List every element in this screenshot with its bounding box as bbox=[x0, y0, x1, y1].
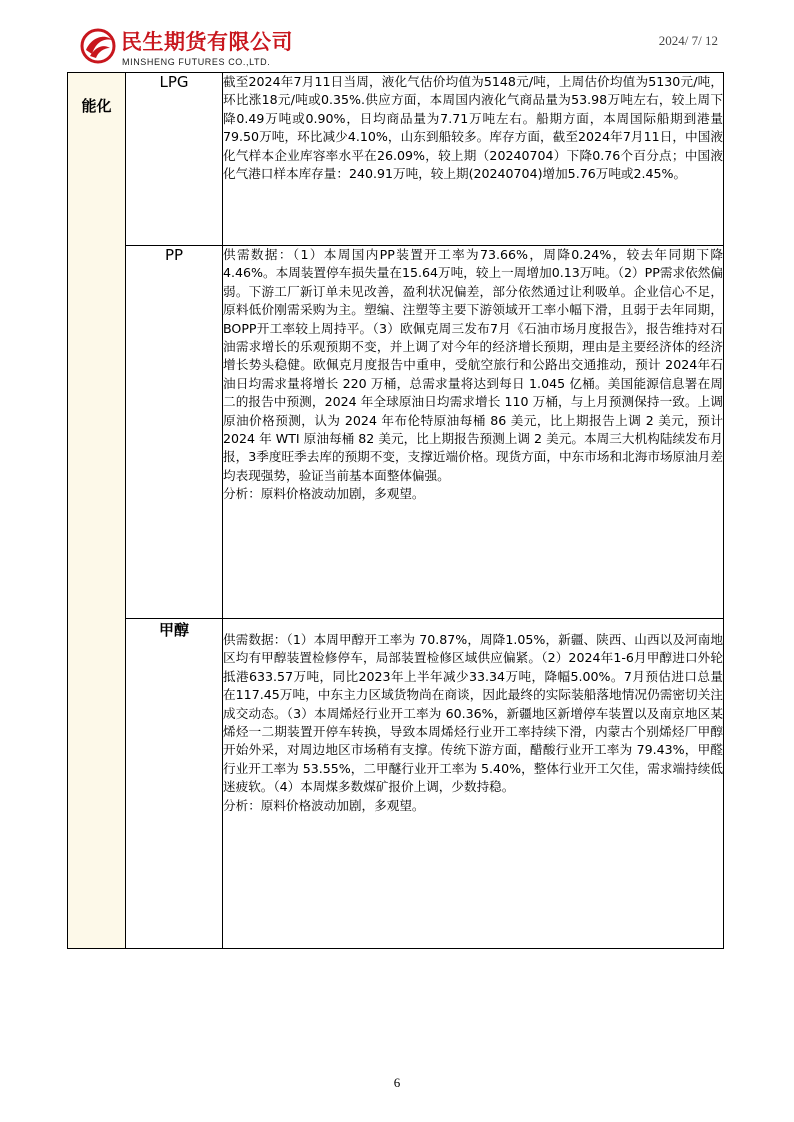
analysis-text: 分析：原料价格波动加剧，多观望。 bbox=[223, 797, 425, 813]
analysis-text: 分析：原料价格波动加剧，多观望。 bbox=[223, 486, 425, 502]
product-name-methanol: 甲醇 bbox=[126, 619, 223, 949]
minsheng-logo-icon bbox=[80, 28, 116, 64]
company-name-en: MINSHENG FUTURES CO.,LTD. bbox=[122, 57, 271, 67]
table-row-pp bbox=[68, 246, 724, 619]
commentary-text: 供需数据：（1）本周国内PP装置开工率为73.66%，周降0.24%，较去年同期下降4.46%。本周装置停车损失量在15.64万吨，较上一周增加0.13万吨。（2）PP需求依然偏弱。下游工厂新订单未见改善，盈利状况偏差，部分依然通过让利吸单。企业信心不足，原料低价刚需采购为主。塑编、注塑等主要下游领域开工率小幅下滑，且弱于去年同期，BOPP开工率较上周持平。（3）欧佩克周三发布7月《石油市场月度报告》，报告维持对石油需求增长的乐观预期不变，并上调了对今年的经济增长预期，理由是主要经济体的经济增长势头稳健。欧佩克月度报告中重申，受航空旅行和公路出交通推动，预计 2024年石油日均需求量将增长 220 万桶，总需求量将达到每日 1.045 亿桶。美国能源信息署在周二的报告中预测，2024 年全球原油日均需求增长 110 万桶，与上月预测保持一致。上调原油价格预测，认为 2024 年布伦特原油每桶 86 美元，比上期报告上调 2 美元，预计 2024 年 WTI 原油每桶 82 美元，比上期报告预测上调 2 美元。本周三大机构陆续发布月报，3季度旺季去库的预期不变，支撑近端价格。现货方面，中东市场和北海市场原油月差均表现强势，验证当前基本面整体偏强。 bbox=[223, 247, 723, 483]
category-label: 能化 bbox=[81, 97, 112, 115]
commentary-text: 供需数据：（1）本周甲醇开工率为 70.87%，周降1.05%，新疆、陕西、山西以及河南地区均有甲醇装置检修停车，局部装置检修区域供应偏紧。（2）2024年1-6月甲醇进口外轮抵港633.57万吨，同比2023年上半年减少33.34万吨，降幅5.00%。7月预估进口总量在117.45万吨，中东主力区域货物尚在商谈，因此最终的实际装船落地情况仍需密切关注成交动态。（3）本周烯烃行业开工率为 60.36%，新疆地区新增停车装置以及南京地区某烯烃一二期装置开停车转换，导致本周烯烃行业开工率持续下滑，内蒙古个别烯烃厂甲醇开始外采，对周边地区市场稍有支撑。传统下游方面，醋酸行业开工率为 79.43%，甲醛行业开工率为 53.55%，二甲醚行业开工率为 5.40%，整体行业开工欠佳，需求端持续低迷疲软。（4）本周煤多数煤矿报价上调，少数持稳。 bbox=[223, 632, 723, 795]
product-name-lpg: LPG bbox=[126, 73, 223, 246]
table-row-methanol bbox=[68, 619, 724, 949]
table-row-lpg bbox=[68, 73, 724, 246]
company-name-cn: 民生期货有限公司 bbox=[121, 30, 293, 54]
commentary-cell-lpg bbox=[223, 73, 724, 246]
commentary-text: 截至2024年7月11日当周，液化气估价均值为5148元/吨，上周估价均值为5130元/吨，环比涨18元/吨或0.35%.供应方面，本周国内液化气商品量为53.98万吨左右，较上周下降0.49万吨或0.90%，日均商品量为7.71万吨左右。船期方面，本周国际船期到港量79.50万吨，环比减少4.10%，山东到船较多。库存方面，截至2024年7月11日，中国液化气样本企业库容率水平在26.09%，较上期（20240704）下降0.76个百分点；中国液化气港口样本库存量：240.91万吨，较上期(20240704)增加5.76万吨或2.45%。 bbox=[223, 74, 723, 182]
page-number: 6 bbox=[393, 1075, 401, 1090]
commentary-cell-methanol bbox=[223, 619, 724, 949]
report-date: 2024/ 7/ 12 bbox=[658, 33, 718, 48]
commentary-cell-pp bbox=[223, 246, 724, 619]
page-header bbox=[0, 0, 794, 72]
product-name-pp: PP bbox=[126, 246, 223, 619]
commodity-table bbox=[67, 72, 724, 949]
category-cell bbox=[68, 73, 126, 949]
